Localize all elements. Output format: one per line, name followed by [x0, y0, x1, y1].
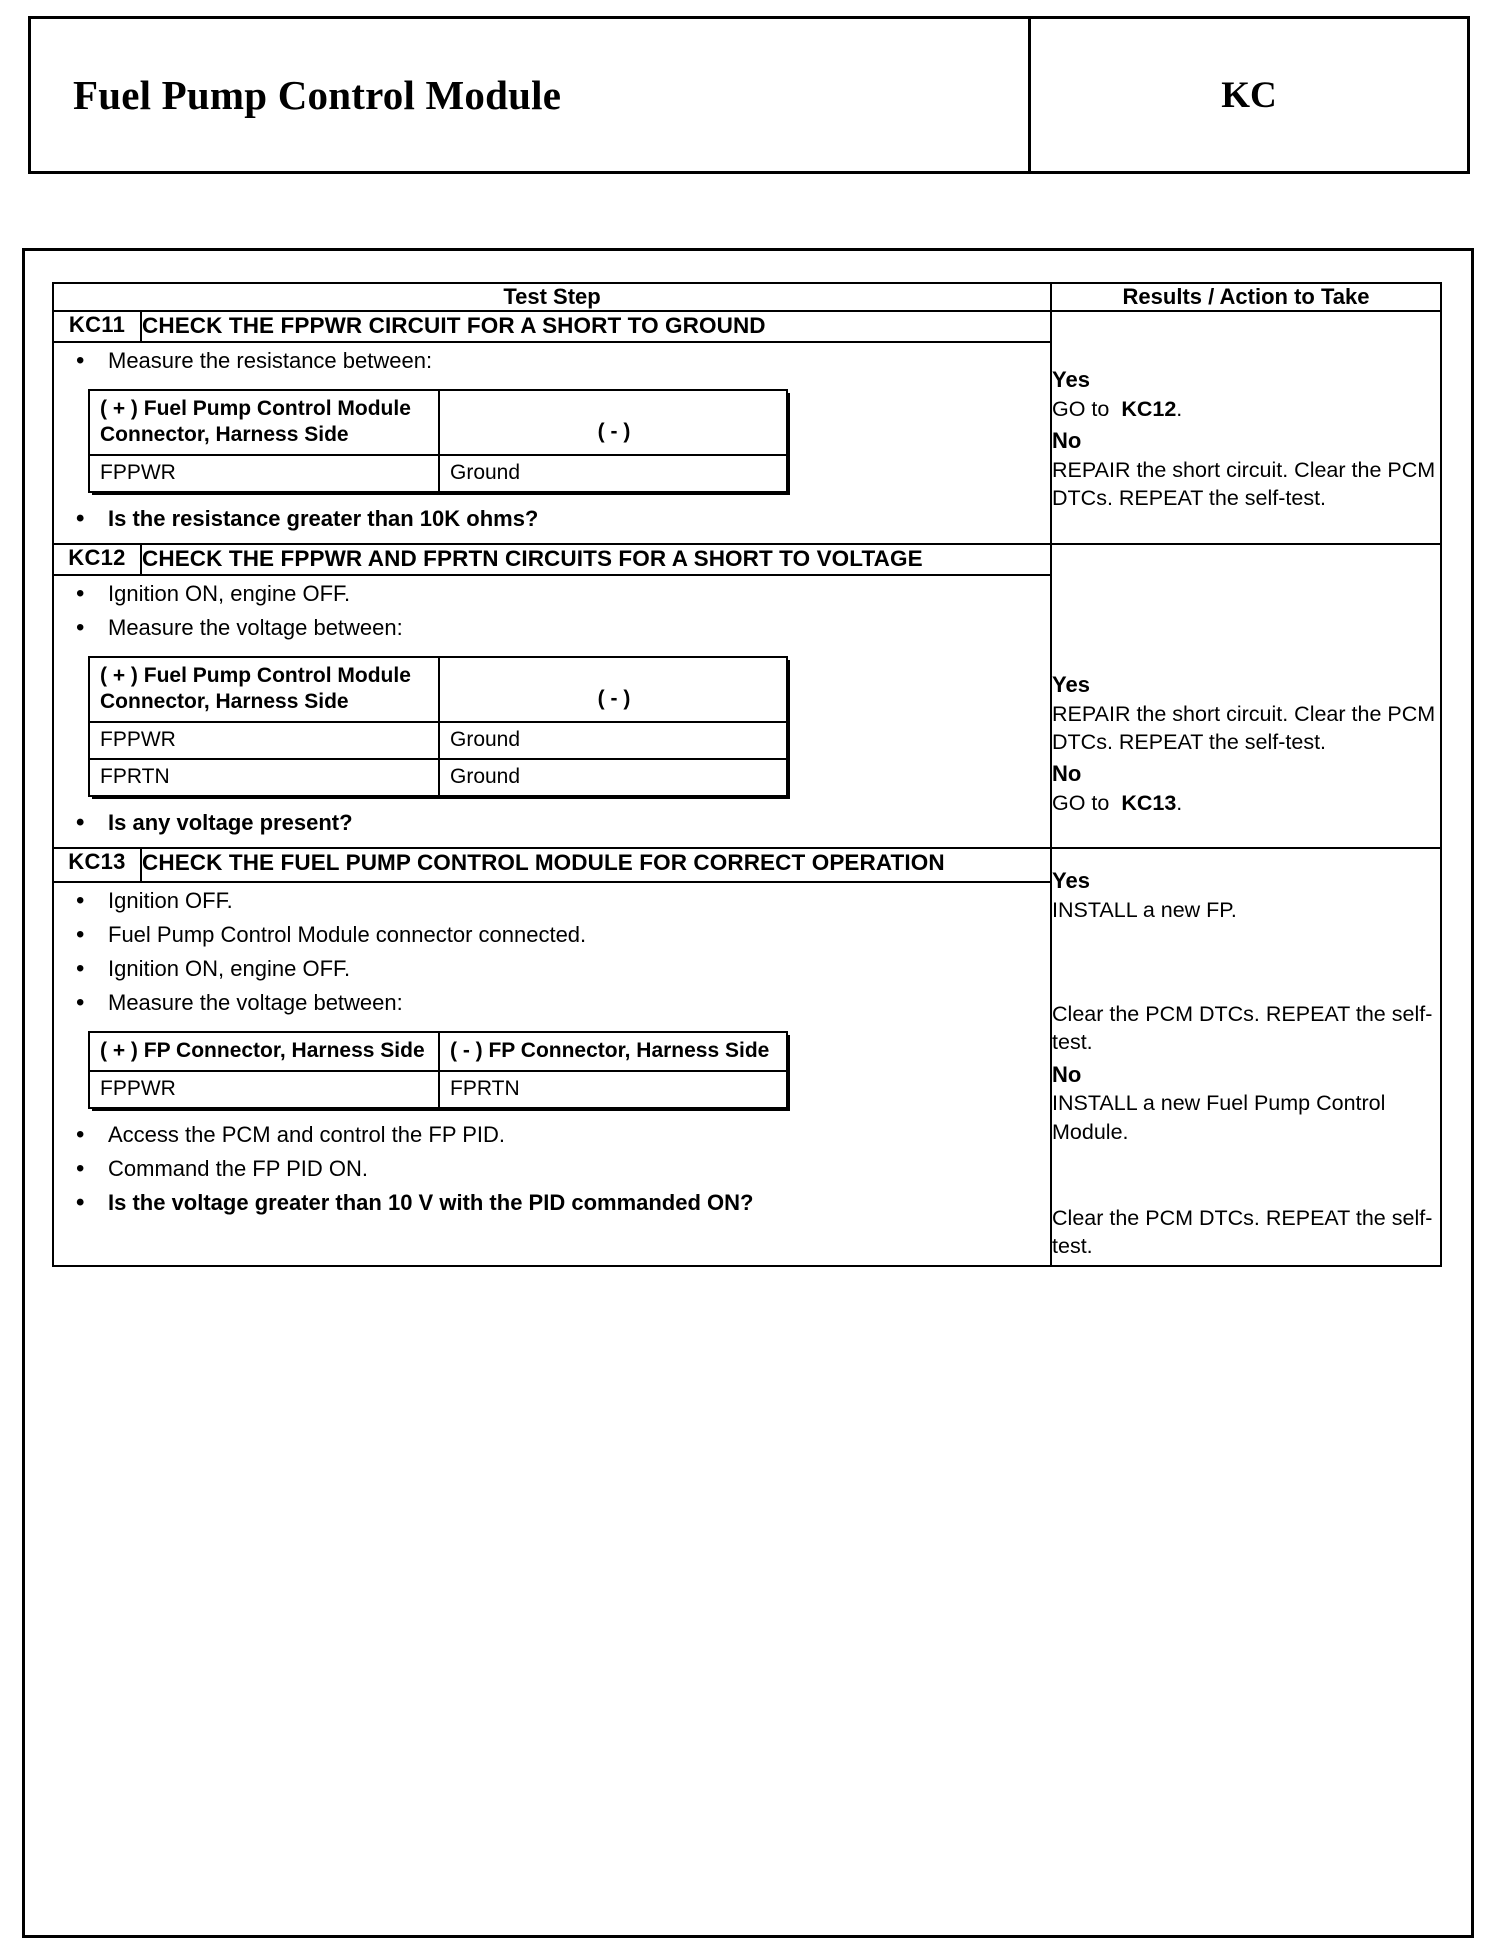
table-row [89, 1032, 787, 1071]
measure-cell-left: FPPWR [89, 455, 439, 492]
list-item: • Is any voltage present? [54, 807, 1050, 839]
result-text-yes: GO to KC12. [1052, 396, 1183, 421]
results-kc13 [1051, 848, 1441, 1266]
measure-cell-left: FPRTN [89, 759, 439, 796]
header-code-cell [1031, 19, 1467, 171]
list-item: • Access the PCM and control the FP PID. [54, 1119, 1050, 1151]
table-row [53, 544, 1441, 575]
table-row [89, 390, 787, 456]
bullet-list-after-kc12 [54, 807, 1050, 839]
measure-cell-right: Ground [439, 759, 787, 796]
measure-header-right: ( - ) [439, 657, 787, 723]
measurement-table-kc12 [88, 656, 788, 798]
result-text-yes: REPAIR the short circuit. Clear the PCM DTCs. REPEAT the self-test. [1052, 701, 1436, 755]
list-item: • Measure the voltage between: [54, 612, 1050, 644]
section-code: KC [1221, 74, 1277, 116]
header-title-cell [31, 19, 1031, 171]
measure-cell-right: Ground [439, 722, 787, 759]
list-item: • Ignition OFF. [54, 885, 1050, 917]
list-item: • Measure the voltage between: [54, 987, 1050, 1019]
measure-header-left: ( + ) Fuel Pump Control Module Connector, Harness Side [89, 390, 439, 456]
step-body-kc11 [53, 342, 1051, 544]
header-test-step: Test Step [53, 283, 1051, 311]
list-item: • Command the FP PID ON. [54, 1153, 1050, 1185]
step-code-kc11: KC11 [53, 311, 141, 342]
table-header-row [53, 283, 1441, 311]
diagnostic-table [52, 282, 1442, 1267]
table-row [89, 455, 787, 492]
result-text-no: GO to KC13. [1052, 791, 1183, 816]
list-item: • Fuel Pump Control Module connector connected. [54, 919, 1050, 951]
measure-cell-left: FPPWR [89, 1071, 439, 1108]
page-title: Fuel Pump Control Module [73, 72, 562, 118]
result-text-no: INSTALL a new Fuel Pump Control Module. [1052, 1091, 1386, 1144]
measure-header-left: ( + ) FP Connector, Harness Side [89, 1032, 439, 1071]
list-item: • Ignition ON, engine OFF. [54, 953, 1050, 985]
table-row [89, 722, 787, 759]
measurement-table-kc11 [88, 389, 788, 494]
result-text-yes-extra: Clear the PCM DTCs. REPEAT the self-test. [1052, 1002, 1433, 1055]
list-item: • Is the voltage greater than 10 V with the PID commanded ON? [54, 1187, 1050, 1219]
table-row [89, 759, 787, 796]
step-body-kc13 [53, 882, 1051, 1266]
table-row [53, 311, 1441, 342]
step-body-kc12 [53, 575, 1051, 848]
bullet-list-after-kc11 [54, 503, 1050, 535]
table-row [89, 1071, 787, 1108]
step-code-kc13: KC13 [53, 848, 141, 882]
result-label-no: No [1052, 427, 1082, 453]
table-row [89, 657, 787, 723]
results-kc11 [1051, 311, 1441, 544]
list-item: • Is the resistance greater than 10K ohms? [54, 503, 1050, 535]
bullet-list-after-kc13 [54, 1119, 1050, 1219]
page-header [28, 16, 1470, 174]
result-label-yes: Yes [1052, 868, 1090, 894]
result-label-yes: Yes [1052, 672, 1090, 698]
header-results: Results / Action to Take [1051, 283, 1441, 311]
result-label-no: No [1052, 1061, 1082, 1087]
result-text-no-extra: Clear the PCM DTCs. REPEAT the self-test. [1052, 1206, 1433, 1259]
measure-header-right: ( - ) FP Connector, Harness Side [439, 1032, 787, 1071]
result-label-no: No [1052, 761, 1082, 787]
results-kc12 [1051, 544, 1441, 848]
list-item: • Measure the resistance between: [54, 345, 1050, 377]
bullet-list-before-kc13 [54, 885, 1050, 1019]
measurement-table-kc13 [88, 1031, 788, 1109]
table-row [53, 848, 1441, 882]
measure-header-right: ( - ) [439, 390, 787, 456]
result-text-yes: INSTALL a new FP. [1052, 897, 1237, 922]
list-item: • Ignition ON, engine OFF. [54, 578, 1050, 610]
bullet-list-before-kc11 [54, 345, 1050, 377]
result-label-yes: Yes [1052, 367, 1090, 392]
step-title-kc13: CHECK THE FUEL PUMP CONTROL MODULE FOR CORRECT OPERATION [141, 848, 1051, 882]
step-title-kc12: CHECK THE FPPWR AND FPRTN CIRCUITS FOR A SHORT TO VOLTAGE [141, 544, 1051, 575]
measure-header-left: ( + ) Fuel Pump Control Module Connector, Harness Side [89, 657, 439, 723]
step-title-kc11: CHECK THE FPPWR CIRCUIT FOR A SHORT TO GROUND [141, 311, 1051, 342]
bullet-list-before-kc12 [54, 578, 1050, 644]
measure-cell-right: FPRTN [439, 1071, 787, 1108]
measure-cell-left: FPPWR [89, 722, 439, 759]
result-text-no: REPAIR the short circuit. Clear the PCM DTCs. REPEAT the self-test. [1052, 457, 1436, 510]
step-code-kc12: KC12 [53, 544, 141, 575]
measure-cell-right: Ground [439, 455, 787, 492]
